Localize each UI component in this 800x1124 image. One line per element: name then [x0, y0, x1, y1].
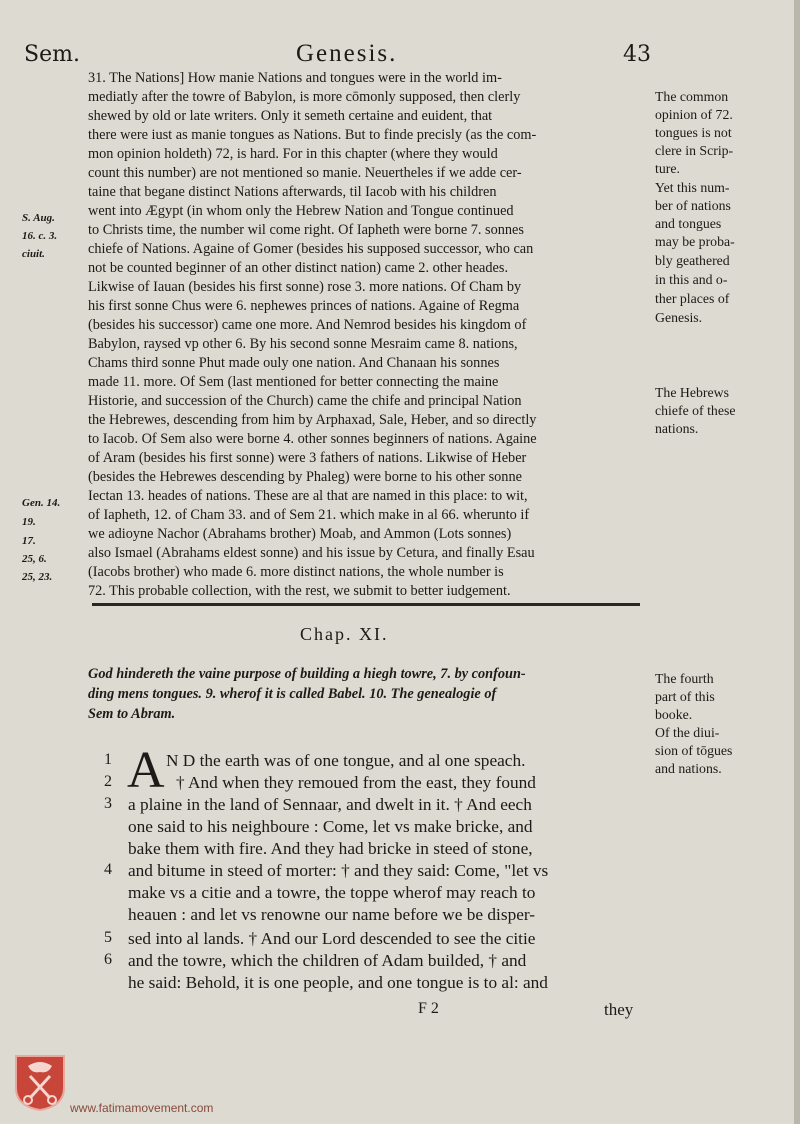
- verse-number: 4: [104, 861, 112, 878]
- left-ref: S. Aug.: [22, 212, 55, 224]
- gloss-line: bly geathered: [655, 253, 730, 268]
- annotation-line: Chams third sonne Phut made ouly one nation. And Chanaan his sonnes: [88, 355, 500, 371]
- annotation-line: the Hebrewes, descending from him by Arphaxad, Sale, Heber, and so directly: [88, 412, 537, 428]
- annotation-line: mon opinion holdeth) 72, is hard. For in this chapter (where they would: [88, 146, 498, 162]
- left-ref: 16. c. 3.: [22, 230, 58, 242]
- verse-number: 5: [104, 929, 112, 946]
- annotation-line: 72. This probable collection, with the rest, we submit to better iudgement.: [88, 583, 511, 599]
- gloss-line: The fourth: [655, 671, 714, 686]
- gloss-line: booke.: [655, 707, 693, 722]
- left-ref: 25, 23.: [22, 571, 53, 583]
- chapter-argument-line: Sem to Abram.: [88, 706, 176, 722]
- running-title: Genesis.: [296, 40, 398, 67]
- annotation-line: not be counted beginner of an other distinct nation) came 2. other heades.: [88, 260, 509, 276]
- gloss-line: ther places of: [655, 291, 730, 306]
- annotation-line: his first sonne Chus were 6. nephewes princes of nations. Againe of Regma: [88, 298, 520, 314]
- annotation-line: we adioyne Nachor (Abrahams brother) Moab, and Ammon (Lots sonnes): [88, 526, 512, 542]
- scripture-line: bake them with fire. And they had bricke in steed of stone,: [128, 839, 533, 858]
- annotation-line: taine that begane distinct Nations afterwards, til Iacob with his children: [88, 184, 497, 200]
- gloss-line: may be proba-: [655, 234, 735, 249]
- gloss-line: Of the diui-: [655, 725, 720, 740]
- gloss-line: The Hebrews: [655, 385, 729, 400]
- scripture-line: one said to his neighboure : Come, let vs make bricke, and: [128, 817, 533, 836]
- annotation-line: also Ismael (Abrahams eldest sonne) and his issue by Cetura, and finally Esau: [88, 545, 535, 561]
- chapter-argument-line: God hindereth the vaine purpose of building a hiegh towre, 7. by confoun-: [88, 666, 526, 682]
- gloss-line: Yet this num-: [655, 180, 730, 195]
- chapter-heading: Chap. XI.: [300, 624, 389, 644]
- page-edge: [794, 0, 800, 1124]
- website-watermark[interactable]: www.fatimamovement.com: [70, 1101, 214, 1115]
- annotation-line: Babylon, raysed vp other 6. By his second sonne Mesraim came 8. nations,: [88, 336, 518, 352]
- gloss-line: and tongues: [655, 216, 722, 231]
- gloss-line: in this and o-: [655, 272, 728, 287]
- gloss-line: sion of tōgues: [655, 743, 733, 758]
- annotation-line: of Aram (besides his first sonne) were 3 fathers of nations. Likwise of Heber: [88, 450, 527, 466]
- annotation-line: shewed by old or late writers. Only it semeth certaine and euident, that: [88, 108, 493, 124]
- scripture-line: he said: Behold, it is one people, and one tongue is to al: and: [128, 973, 548, 992]
- annotation-line: there were iust as manie tongues as Nations. But to finde precisly (as the com-: [88, 127, 537, 143]
- gloss-line: nations.: [655, 421, 699, 436]
- gloss-line: ture.: [655, 161, 680, 176]
- annotation-line: to Christs time, the number wil come right. Of Iapheth were borne 7. sonnes: [88, 222, 524, 238]
- catchword: they: [604, 1000, 634, 1019]
- left-ref: ciuit.: [22, 248, 45, 260]
- annotation-line: went into Ægypt (in whom only the Hebrew Nation and Tongue continued: [88, 203, 514, 219]
- drop-cap: A: [127, 742, 165, 799]
- scripture-line: and the towre, which the children of Adam builded, † and: [128, 951, 527, 970]
- annotation-line: Iectan 13. heades of nations. These are al that are named in this place: to wit,: [88, 488, 528, 504]
- verse-number: 6: [104, 951, 112, 968]
- gloss-line: chiefe of these: [655, 403, 736, 418]
- annotation-line: to Iacob. Of Sem also were borne 4. other sonnes beginners of nations. Againe: [88, 431, 537, 447]
- verse-number: 1: [104, 751, 112, 768]
- section-divider: [92, 603, 640, 606]
- annotation-line: count this number) are not mentioned so manie. Neuertheles if we adde cer-: [88, 165, 522, 181]
- gloss-line: ber of nations: [655, 198, 731, 213]
- annotation-line: mediatly after the towre of Babylon, is more cōmonly supposed, then clerly: [88, 89, 521, 105]
- annotation-line: of Iapheth, 12. of Cham 33. and of Sem 21. which make in al 66. wherunto if: [88, 507, 530, 523]
- annotation-line: made 11. more. Of Sem (last mentioned for better connecting the maine: [88, 374, 499, 390]
- left-ref: 19.: [22, 516, 36, 528]
- annotation-line: 31. The Nations] How manie Nations and tongues were in the world im-: [88, 70, 502, 86]
- gloss-line: tongues is not: [655, 125, 732, 140]
- gloss-line: The common: [655, 89, 729, 104]
- gloss-line: and nations.: [655, 761, 722, 776]
- scripture-line: make vs a citie and a towre, the toppe wherof may reach to: [128, 883, 536, 902]
- left-ref: Gen. 14.: [22, 497, 61, 509]
- left-ref: 25, 6.: [22, 553, 47, 565]
- annotation-line: (Iacobs brother) who made 6. more distinct nations, the whole number is: [88, 564, 504, 580]
- scripture-line: sed into al lands. † And our Lord descended to see the citie: [128, 929, 536, 948]
- scripture-line: a plaine in the land of Sennaar, and dwelt in it. † And eech: [128, 795, 532, 814]
- scripture-line: † And when they remoued from the east, they found: [176, 773, 536, 792]
- annotation-line: Historie, and succession of the Church) came the chife and principal Nation: [88, 393, 522, 409]
- papal-keys-logo-icon: [14, 1054, 66, 1112]
- scripture-line: and bitume in steed of morter: † and they said: Come, "let vs: [128, 861, 549, 880]
- signature-mark: F 2: [418, 1000, 439, 1017]
- chapter-argument-line: ding mens tongues. 9. wherof it is called Babel. 10. The genealogie of: [88, 686, 497, 702]
- gloss-line: clere in Scrip-: [655, 143, 734, 158]
- left-ref: 17.: [22, 535, 36, 547]
- annotation-line: Likwise of Iauan (besides his first sonne) rose 3. more nations. Of Cham by: [88, 279, 522, 295]
- verse-number: 3: [104, 795, 112, 812]
- annotation-line: (besides his successor) came one more. And Nemrod besides his kingdom of: [88, 317, 527, 333]
- annotation-line: chiefe of Nations. Againe of Gomer (besides his supposed successor, who can: [88, 241, 534, 257]
- scripture-line: N D the earth was of one tongue, and al one speach.: [166, 751, 526, 770]
- gloss-line: Genesis.: [655, 310, 703, 325]
- annotation-line: (besides the Hebrewes descending by Phaleg) were borne to his other sonne: [88, 469, 522, 485]
- scripture-line: heauen : and let vs renowne our name before we be disper-: [128, 905, 536, 924]
- gloss-line: opinion of 72.: [655, 107, 733, 122]
- verse-number: 2: [104, 773, 112, 790]
- page-number: 43: [623, 42, 651, 67]
- gloss-line: part of this: [655, 689, 715, 704]
- running-head-left: Sem.: [24, 42, 80, 67]
